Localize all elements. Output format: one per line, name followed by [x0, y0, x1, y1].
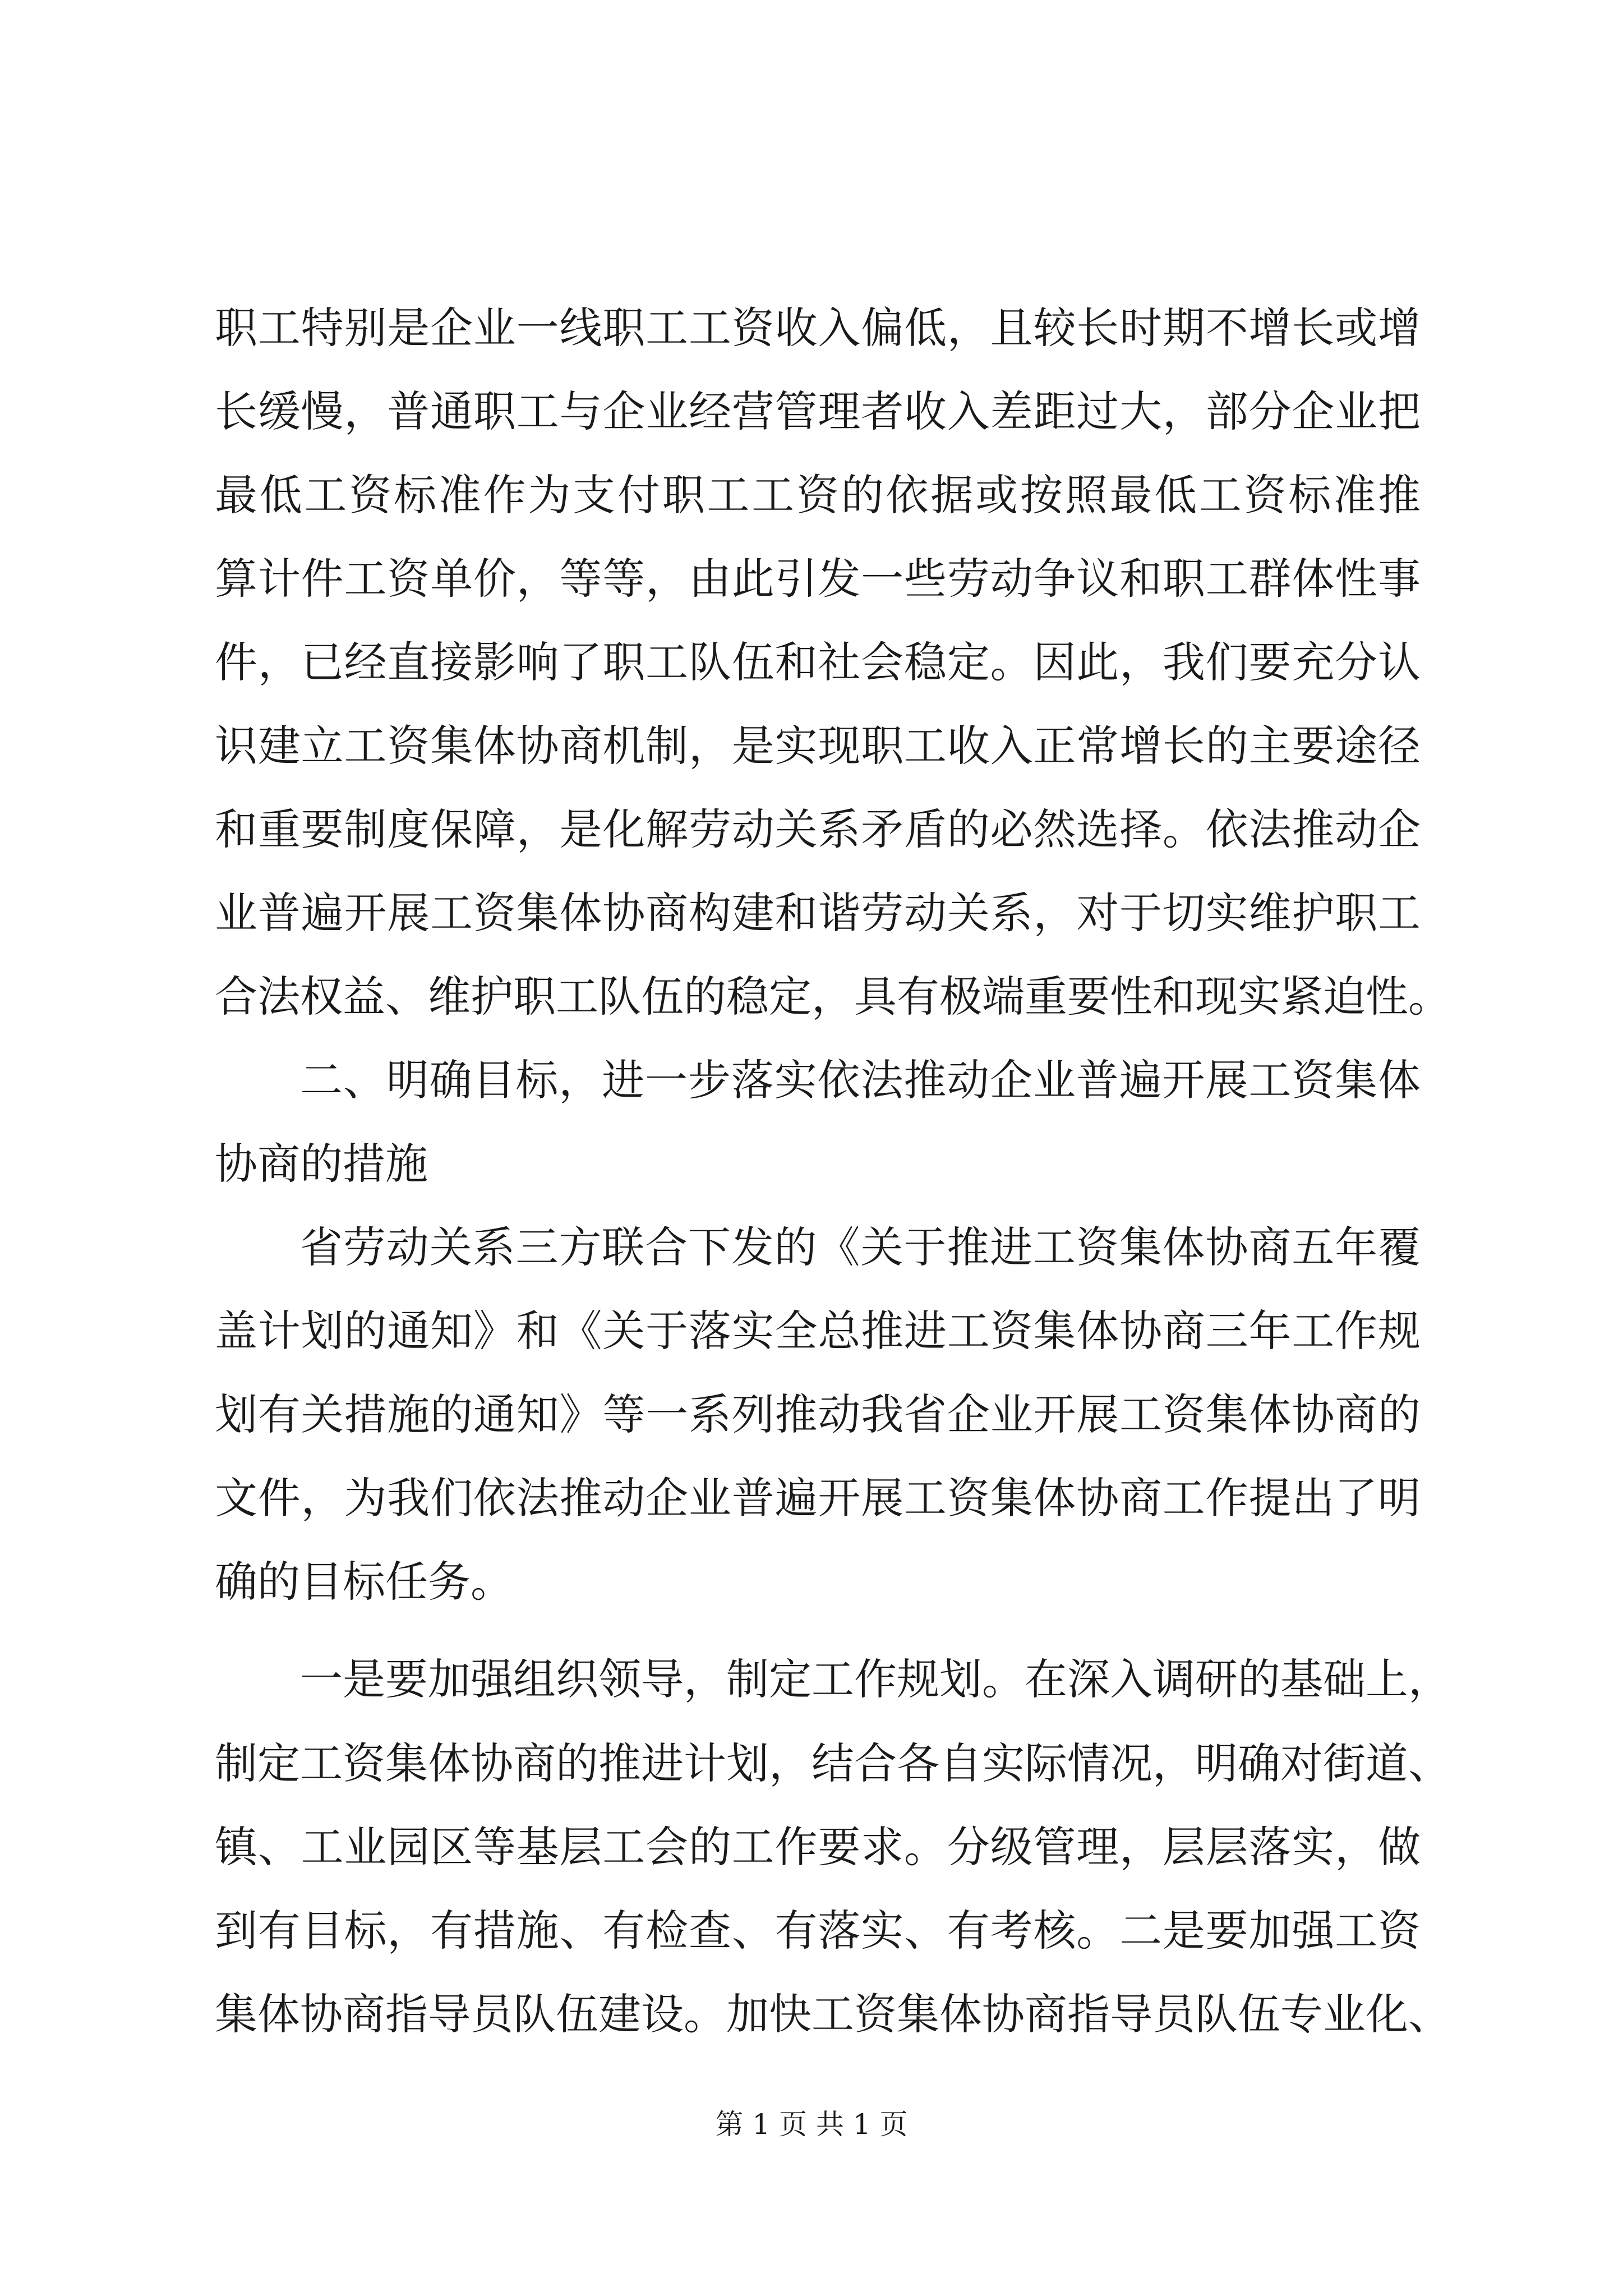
body-line-18: 到有目标，有措施、有检查、有落实、有考核。二是要加强工资 — [215, 1906, 1421, 1955]
body-line-9: 合法权益、维护职工队伍的稳定，具有极端重要性和现实紧迫性。 — [215, 972, 1451, 1022]
body-line-11: 盖计划的通知》和《关于落实全总推进工资集体协商三年工作规 — [215, 1306, 1421, 1356]
body-line-16: 制定工资集体协商的推进计划，结合各自实际情况，明确对街道、 — [215, 1738, 1451, 1788]
body-line-19: 集体协商指导员队伍建设。加快工资集体协商指导员队伍专业化、 — [215, 1989, 1451, 2039]
section-heading-line-1: 二、明确目标，进一步落实依法推动企业普遍开展工资集体 — [300, 1055, 1421, 1105]
body-line-4: 算计件工资单价，等等，由此引发一些劳动争议和职工群体性事 — [215, 554, 1421, 604]
body-line-7: 和重要制度保障，是化解劳动关系矛盾的必然选择。依法推动企 — [215, 804, 1421, 854]
page-footer: 第 1 页 共 1 页 — [715, 2108, 908, 2141]
body-line-12: 划有关措施的通知》等一系列推动我省企业开展工资集体协商的 — [215, 1389, 1421, 1439]
section-heading-line-2: 协商的措施 — [215, 1139, 428, 1189]
body-line-10: 省劳动关系三方联合下发的《关于推进工资集体协商五年覆 — [300, 1222, 1421, 1272]
body-line-15: 一是要加强组织领导，制定工作规划。在深入调研的基础上， — [300, 1654, 1451, 1704]
body-line-6: 识建立工资集体协商机制，是实现职工收入正常增长的主要途径 — [215, 721, 1421, 771]
body-line-8: 业普遍开展工资集体协商构建和谐劳动关系，对于切实维护职工 — [215, 888, 1421, 938]
body-line-5: 件，已经直接影响了职工队伍和社会稳定。因此，我们要充分认 — [215, 637, 1421, 687]
body-line-3: 最低工资标准作为支付职工工资的依据或按照最低工资标准推 — [215, 470, 1421, 520]
body-line-14: 确的目标任务。 — [215, 1557, 513, 1607]
body-line-1: 职工特别是企业一线职工工资收入偏低，且较长时期不增长或增 — [215, 303, 1421, 353]
body-line-17: 镇、工业园区等基层工会的工作要求。分级管理，层层落实，做 — [215, 1822, 1421, 1872]
body-line-2: 长缓慢，普通职工与企业经营管理者收入差距过大，部分企业把 — [215, 386, 1421, 436]
body-line-13: 文件，为我们依法推动企业普遍开展工资集体协商工作提出了明 — [215, 1473, 1421, 1523]
